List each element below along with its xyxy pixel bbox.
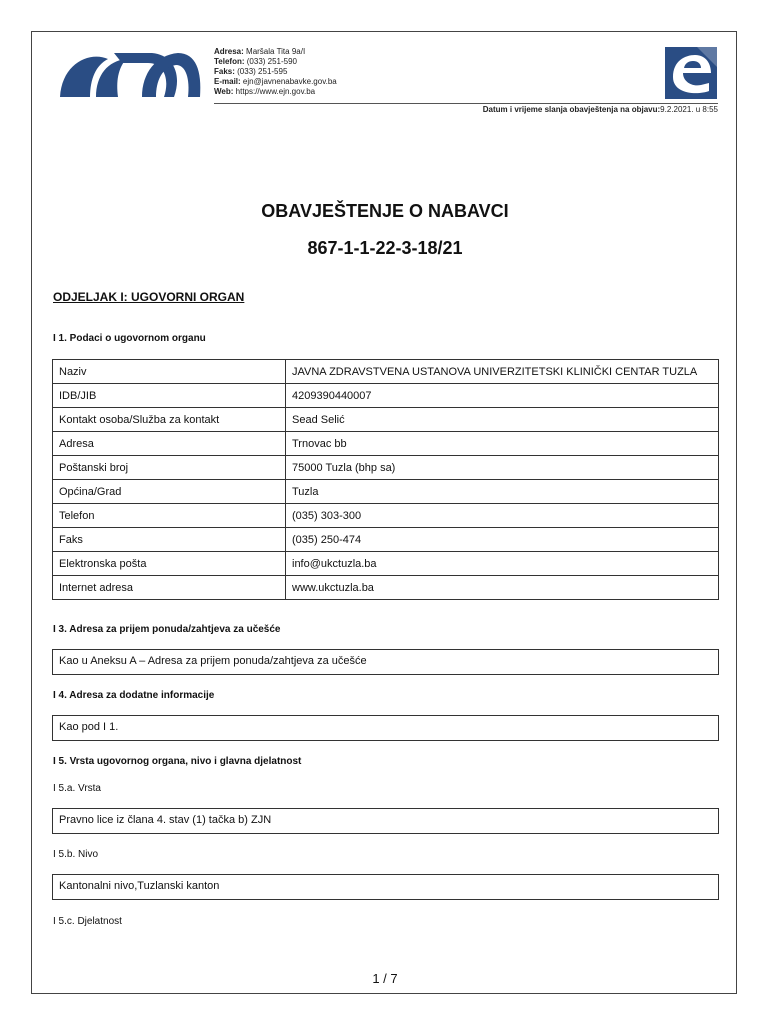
i5c-label: I 5.c. Djelatnost — [53, 916, 122, 927]
contact-fax: Faks: (033) 251-595 — [214, 67, 288, 76]
contact-phone: Telefon: (033) 251-590 — [214, 57, 298, 66]
ejn-logo — [665, 47, 717, 99]
ajn-logo — [56, 45, 202, 100]
document-title: OBAVJEŠTENJE O NABAVCI — [261, 201, 509, 221]
table-row: Kontakt osoba/Služba za kontakt Sead Selić — [53, 408, 719, 432]
i3-heading: I 3. Adresa za prijem ponuda/zahtjeva za učešće — [53, 624, 281, 635]
section-title: ODJELJAK I: UGOVORNI ORGAN — [53, 290, 245, 304]
table-row: Elektronska pošta info@ukctuzla.ba — [53, 552, 719, 576]
header-divider — [214, 103, 718, 104]
i5b-label: I 5.b. Nivo — [53, 849, 99, 860]
table-row: Telefon (035) 303-300 — [53, 504, 719, 528]
table-row: Adresa Trnovac bb — [53, 432, 719, 456]
table-row: Poštanski broj 75000 Tuzla (bhp sa) — [53, 456, 719, 480]
table-row: IDB/JIB 4209390440007 — [53, 384, 719, 408]
i5b-value-box: Kantonalni nivo,Tuzlanski kanton — [52, 874, 719, 900]
document-number: 867-1-1-22-3-18/21 — [307, 238, 463, 258]
contact-web: Web: https://www.ejn.gov.ba — [214, 87, 316, 96]
contact-address: Adresa: Maršala Tita 9a/I — [214, 47, 306, 56]
contracting-authority-table — [52, 359, 719, 600]
table-row: Općina/Grad Tuzla — [53, 480, 719, 504]
i5-heading: I 5. Vrsta ugovornog organa, nivo i glavna djelatnost — [53, 756, 302, 767]
contact-email: E-mail: ejn@javnenabavke.gov.ba — [214, 77, 337, 86]
publication-datetime: Datum i vrijeme slanja obavještenja na objavu:9.2.2021. u 8:55 — [482, 105, 718, 114]
table-row: Internet adresa www.ukctuzla.ba — [53, 576, 719, 600]
table-row: Faks (035) 250-474 — [53, 528, 719, 552]
i3-value-box: Kao u Aneksu A – Adresa za prijem ponuda/zahtjeva za učešće — [52, 649, 719, 675]
i5a-label: I 5.a. Vrsta — [53, 783, 101, 794]
i4-heading: I 4. Adresa za dodatne informacije — [53, 690, 215, 701]
i4-value-box: Kao pod I 1. — [52, 715, 719, 741]
page-number: 1 / 7 — [372, 971, 398, 986]
i5a-value-box: Pravno lice iz člana 4. stav (1) tačka b) ZJN — [52, 808, 719, 834]
table-row: Naziv JAVNA ZDRAVSTVENA USTANOVA UNIVERZITETSKI KLINIČKI CENTAR TUZLA — [53, 360, 719, 384]
i1-heading: I 1. Podaci o ugovornom organu — [53, 333, 206, 344]
contact-block — [214, 47, 337, 97]
